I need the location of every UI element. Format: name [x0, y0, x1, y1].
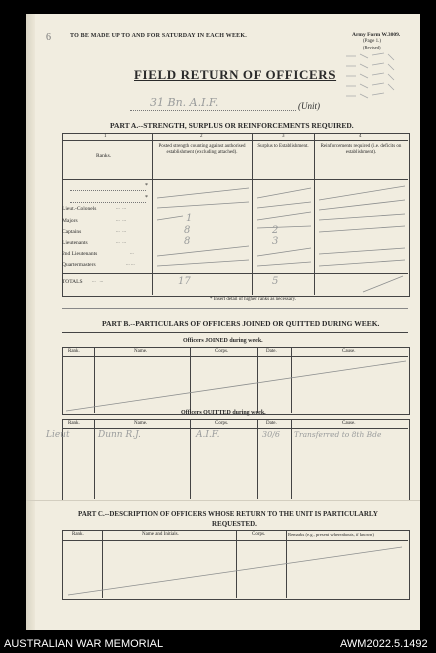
part-c-col-corps: Corps. — [252, 532, 266, 537]
part-c-title-line2: REQUESTED. — [212, 520, 257, 528]
part-b-title: PART B.--PARTICULARS OF OFFICERS JOINED OR QUITTED DURING WEEK. — [102, 319, 380, 328]
col-number-1: 1 — [104, 134, 107, 139]
rank-lieut-colonels: Lieut.-Colonels — [62, 206, 97, 212]
quitted-col-cause: Cause. — [342, 421, 356, 426]
part-c-cancellation-stroke — [62, 541, 408, 598]
pencil-cancellation-strokes — [153, 180, 407, 294]
quitted-rank-value: Lieut — [46, 430, 70, 440]
unit-line — [130, 110, 296, 111]
posted-captains: 8 — [184, 225, 191, 236]
form-number: Army Form W.3009. — [352, 32, 401, 38]
col-number-4: 4 — [359, 134, 362, 139]
pencil-notes — [344, 50, 404, 102]
footer-institution: AUSTRALIAN WAR MEMORIAL — [4, 638, 164, 650]
joined-col-rank: Rank. — [68, 349, 80, 354]
rank-quartermasters: Quartermasters — [62, 262, 96, 268]
binding-margin — [26, 14, 35, 630]
posted-majors: 1 — [186, 213, 193, 224]
revised-label: (Revised) — [363, 45, 381, 50]
total-posted: 17 — [178, 276, 191, 287]
quitted-corps-value: A.I.F. — [196, 430, 220, 440]
form-title: FIELD RETURN OF OFFICERS — [134, 67, 337, 82]
quitted-date-value: 30/6 — [262, 430, 280, 439]
part-c-title-line1: PART C.--DESCRIPTION OF OFFICERS WHOSE RETURN TO THE UNIT IS PARTICULARLY — [78, 510, 378, 518]
col-number-3: 3 — [282, 134, 285, 139]
unit-handwritten: 31 Bn. A.I.F. — [150, 96, 219, 109]
quitted-col-name: Name. — [134, 421, 148, 426]
rank-majors: Majors — [62, 218, 78, 224]
rank-2nd-lieutenants: 2nd Lieutenants — [62, 251, 98, 257]
col-header-surplus: Surplus to Establishment. — [257, 144, 309, 149]
rank-captains: Captains — [62, 229, 82, 235]
col-header-reinforcements: Reinforcements required (i.e. deficits on establishment). — [320, 144, 402, 155]
rank-lieutenants: Lieutenants — [62, 240, 88, 246]
part-c-col-rank: Rank. — [72, 532, 84, 537]
joined-col-corps: Corps. — [215, 349, 229, 354]
joined-title: Officers JOINED during week. — [183, 338, 263, 344]
col-number-2: 2 — [200, 134, 203, 139]
quitted-col-date: Date. — [266, 421, 277, 426]
totals-label: TOTALS — [62, 279, 83, 285]
joined-col-date: Date. — [266, 349, 277, 354]
surplus-captains: 2 — [272, 225, 279, 236]
quitted-col-corps: Corps. — [215, 421, 229, 426]
fold-line — [26, 500, 420, 501]
document-page: 6 TO BE MADE UP TO AND FOR SATURDAY IN EACH WEEK. Army Form W.3009. (Page 1.) (Revised) FIELD RETURN OF OFFICERS 31 Bn. A.I.F. (Unit) PART A.--STRENGTH, SURPLUS OR REINFORCEMENTS REQUIRED. 1 2 3 4 Ranks. Posted strength counting against authorised establishment (excluding attached). Surplus to Establishment. Reinforcements required (i.e. deficits on establishment). * * Lieut.-Colonels Majors Captains Lieutenants 2nd Lieutenants Quartermasters ... ... ... ... ... ... ... ... ... ... ... 1 8 8 2 3 TOTALS ... ... 17 5 * Insert detail of higher ranks as necessary. PART B.--PARTICULARS OF OFFICERS JOINED OR QUITTED DURING WEEK. Officers JOINED during week. Rank. Name. Corps. Date. Cause. Officers QUITTED during week. Rank. Name. Corps. Date. Cause. Lieut Dunn R.J. A.I.F. 30/6 Transferred to 8th Bde PART C.--DESCRIPTION OF OFFICERS WHOSE RETURN TO THE UNIT IS PARTICULARLY REQUESTED. Rank. Name and Initials. Corps. Remarks (e.g., present whereabouts, if known) — [26, 14, 420, 630]
joined-cancellation-stroke — [62, 357, 408, 413]
page-number: (Page 1.) — [363, 39, 382, 44]
quitted-name-value: Dunn R.J. — [98, 430, 141, 440]
part-a-title: PART A.--STRENGTH, SURPLUS OR REINFORCEMENTS REQUIRED. — [110, 121, 354, 130]
instruction-text: TO BE MADE UP TO AND FOR SATURDAY IN EACH WEEK. — [70, 33, 247, 39]
joined-col-cause: Cause. — [342, 349, 356, 354]
archive-footer — [0, 636, 436, 653]
footer-accession-number: AWM2022.5.1492 — [340, 638, 428, 650]
quitted-col-rank: Rank. — [68, 421, 80, 426]
joined-col-name: Name. — [134, 349, 148, 354]
part-c-col-name: Name and Initials. — [142, 532, 179, 537]
unit-label: (Unit) — [298, 101, 320, 111]
quitted-title: Officers QUITTED during week. — [181, 410, 266, 416]
posted-lieutenants: 8 — [184, 236, 191, 247]
part-a-footnote: * Insert detail of higher ranks as necessary. — [210, 297, 297, 302]
part-c-col-remarks: Remarks (e.g., present whereabouts, if known) — [288, 532, 374, 537]
col-header-posted: Posted strength counting against authorised establishment (excluding attached). — [158, 144, 246, 155]
total-surplus: 5 — [272, 276, 279, 287]
quitted-cause-value: Transferred to 8th Bde — [294, 430, 382, 439]
col-header-ranks: Ranks. — [96, 153, 112, 159]
corner-note: 6 — [46, 32, 51, 43]
surplus-lieutenants: 3 — [272, 236, 279, 247]
